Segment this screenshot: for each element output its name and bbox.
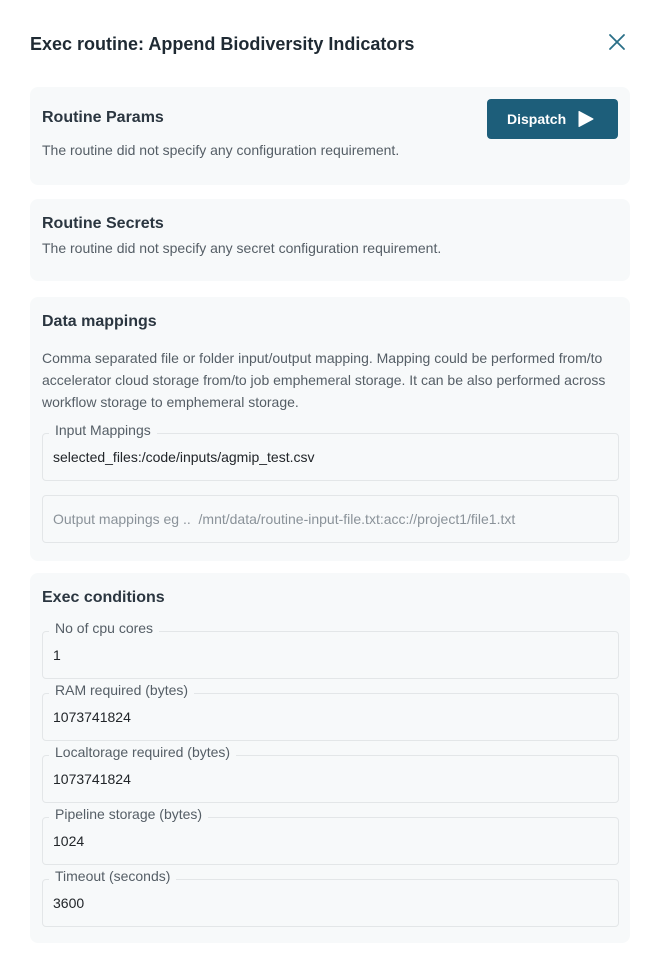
ram-required-field <box>42 682 619 741</box>
exec-conditions-title: Exec conditions <box>42 589 165 606</box>
cpu-cores-label: No of cpu cores <box>49 620 159 636</box>
routine-params-description: The routine did not specify any configuration requirement. <box>42 142 400 158</box>
dialog-title: Exec routine: Append Biodiversity Indicators <box>30 34 415 54</box>
data-mappings-description: Comma separated file or folder input/output mapping. Mapping could be performed from/to accelerator cloud storage from/to job emphemeral storage. It can be also performed across workflow storage to emphemeral storage. <box>42 350 606 410</box>
data-mappings-title: Data mappings <box>42 313 157 330</box>
timeout-label: Timeout (seconds) <box>49 868 176 884</box>
close-button[interactable] <box>607 32 627 52</box>
routine-secrets-title: Routine Secrets <box>42 215 164 232</box>
dialog-header <box>30 30 633 60</box>
routine-params-card <box>30 87 630 185</box>
input-mappings-input[interactable] <box>53 446 603 468</box>
timeout-field <box>42 868 619 927</box>
input-mappings-field <box>42 422 619 481</box>
routine-secrets-description: The routine did not specify any secret configuration requirement. <box>42 240 442 256</box>
timeout-input[interactable] <box>53 892 603 914</box>
exec-conditions-card <box>30 573 630 943</box>
cpu-cores-input[interactable] <box>53 644 603 666</box>
local-storage-field <box>42 744 619 803</box>
ram-required-input[interactable] <box>53 706 603 728</box>
pipeline-storage-input[interactable] <box>53 830 603 852</box>
local-storage-input[interactable] <box>53 768 603 790</box>
routine-secrets-card <box>30 199 630 281</box>
input-mappings-label: Input Mappings <box>49 422 157 438</box>
output-mappings-field <box>42 495 619 543</box>
dispatch-label: Dispatch <box>507 111 567 127</box>
dispatch-button[interactable] <box>487 99 618 139</box>
data-mappings-card <box>30 297 630 561</box>
pipeline-storage-label: Pipeline storage (bytes) <box>49 806 208 822</box>
cpu-cores-field <box>42 620 619 679</box>
routine-params-title: Routine Params <box>42 109 164 126</box>
pipeline-storage-field <box>42 806 619 865</box>
output-mappings-input[interactable] <box>53 508 603 530</box>
play-icon <box>577 110 595 128</box>
local-storage-label: Localtorage required (bytes) <box>49 744 236 760</box>
close-icon <box>607 32 627 52</box>
ram-required-label: RAM required (bytes) <box>49 682 194 698</box>
